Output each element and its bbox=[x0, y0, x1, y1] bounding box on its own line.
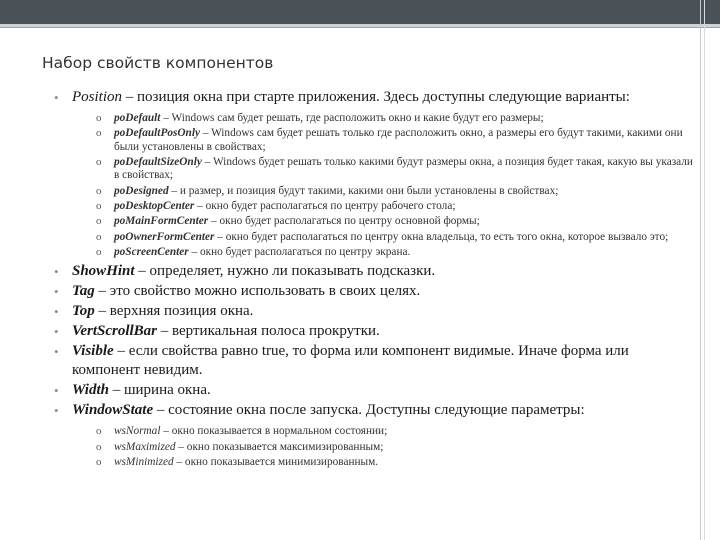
property-term: VertScrollBar bbox=[72, 323, 158, 340]
bullet-icon: • bbox=[54, 383, 59, 399]
property-term: Width bbox=[72, 382, 109, 399]
right-border-line bbox=[700, 0, 701, 540]
list-item-width bbox=[54, 381, 694, 400]
circle-bullet-icon: o bbox=[96, 230, 102, 243]
list-item bbox=[96, 425, 694, 438]
property-term: Visible bbox=[72, 343, 114, 360]
option-term: poDefault bbox=[114, 112, 161, 124]
property-term: ShowHint bbox=[72, 263, 135, 280]
option-term: poScreenCenter bbox=[114, 245, 189, 258]
option-term: poMainFormCenter bbox=[114, 215, 209, 228]
list-item bbox=[96, 246, 694, 259]
property-term: Top bbox=[72, 303, 95, 320]
option-term: wsMinimized bbox=[114, 455, 174, 468]
bullet-icon: • bbox=[54, 264, 59, 280]
slide-header-bar bbox=[0, 0, 720, 24]
list-item bbox=[96, 456, 694, 469]
slide-content bbox=[54, 88, 694, 472]
circle-bullet-icon: o bbox=[96, 200, 102, 212]
option-description: – окно будет располагаться по центру основной формы; bbox=[208, 215, 480, 228]
property-description: – позиция окна при старте приложения. Здесь доступны следующие варианты: bbox=[122, 89, 630, 105]
option-description: – окно показывается максимизированным; bbox=[175, 440, 384, 453]
option-description: – окно будет располагаться по центру экрана. bbox=[188, 245, 411, 258]
list-item bbox=[96, 156, 694, 183]
option-description: – Windows сам будет решать, где расположить окно и какие будут его размеры; bbox=[160, 112, 544, 124]
property-description: – ширина окна. bbox=[108, 382, 211, 399]
list-item-position bbox=[54, 88, 694, 259]
circle-bullet-icon: o bbox=[96, 215, 102, 228]
option-description: – окно показывается в нормальном состоянии; bbox=[160, 425, 388, 438]
list-item-showhint bbox=[54, 262, 694, 281]
list-item bbox=[96, 200, 694, 213]
list-item bbox=[96, 185, 694, 198]
option-description: – окно будет располагаться по центру рабочего стола; bbox=[194, 200, 456, 212]
option-description: – окно будет располагаться по центру окна владельца, то есть того окна, которое вызвало это; bbox=[214, 230, 669, 243]
bullet-icon: • bbox=[54, 324, 59, 340]
windowstate-options-list bbox=[96, 425, 694, 469]
option-term: wsMaximized bbox=[114, 440, 176, 453]
property-description: – состояние окна после запуска. Доступны следующие параметры: bbox=[153, 402, 585, 419]
circle-bullet-icon: o bbox=[96, 440, 102, 453]
list-item-windowstate bbox=[54, 401, 694, 469]
list-item bbox=[96, 231, 694, 244]
option-term: poDefaultSizeOnly bbox=[114, 156, 202, 168]
circle-bullet-icon: o bbox=[96, 184, 102, 197]
bullet-icon: • bbox=[54, 344, 59, 360]
list-item bbox=[96, 112, 694, 125]
property-term: Position bbox=[72, 89, 123, 105]
list-item-tag bbox=[54, 282, 694, 301]
circle-bullet-icon: o bbox=[96, 127, 102, 140]
property-description: – вертикальная полоса прокрутки. bbox=[157, 323, 380, 340]
property-description: – определяет, нужно ли показывать подсказки. bbox=[134, 263, 436, 280]
property-description: – это свойство можно использовать в своих целях. bbox=[94, 283, 421, 300]
slide-title: Набор свойств компонентов bbox=[42, 54, 274, 72]
option-term: poOwnerFormCenter bbox=[114, 230, 215, 243]
bullet-icon: • bbox=[54, 284, 59, 300]
bullet-icon: • bbox=[54, 403, 59, 419]
property-description: – если свойства равно true, то форма или компонент видимые. Иначе форма или компонент невидим. bbox=[72, 343, 629, 379]
option-term: poDefaultPosOnly bbox=[114, 127, 200, 140]
header-divider-thin bbox=[0, 27, 720, 28]
property-list bbox=[54, 88, 694, 469]
circle-bullet-icon: o bbox=[96, 112, 102, 124]
list-item-top bbox=[54, 302, 694, 321]
circle-bullet-icon: o bbox=[96, 425, 102, 438]
option-description: – и размер, и позиция будут такими, какими они были установлены в свойствах; bbox=[168, 184, 559, 197]
option-description: – Windows будет решать только какими будут размеры окна, а позиция будет такая, какую вы указали в свойствах; bbox=[114, 156, 693, 182]
option-description: – Windows сам будет решать только где расположить окно, а размеры его будут такими, какими они были установлены в свойствах; bbox=[114, 127, 683, 153]
property-term: Tag bbox=[72, 283, 95, 300]
circle-bullet-icon: o bbox=[96, 156, 102, 168]
property-term: WindowState bbox=[72, 402, 154, 419]
option-term: poDesktopCenter bbox=[114, 200, 195, 212]
circle-bullet-icon: o bbox=[96, 245, 102, 258]
option-description: – окно показывается минимизированным. bbox=[173, 455, 379, 468]
bullet-icon: • bbox=[54, 304, 59, 320]
circle-bullet-icon: o bbox=[96, 455, 102, 468]
right-border-line-2 bbox=[704, 0, 705, 540]
option-term: poDesigned bbox=[114, 184, 169, 197]
list-item-visible bbox=[54, 342, 694, 380]
position-options-list bbox=[96, 112, 694, 259]
list-item bbox=[96, 441, 694, 454]
bullet-icon: • bbox=[54, 90, 59, 105]
list-item-vertscrollbar bbox=[54, 322, 694, 341]
list-item bbox=[96, 215, 694, 228]
property-description: – верхняя позиция окна. bbox=[94, 303, 254, 320]
list-item bbox=[96, 127, 694, 154]
option-term: wsNormal bbox=[114, 425, 161, 438]
